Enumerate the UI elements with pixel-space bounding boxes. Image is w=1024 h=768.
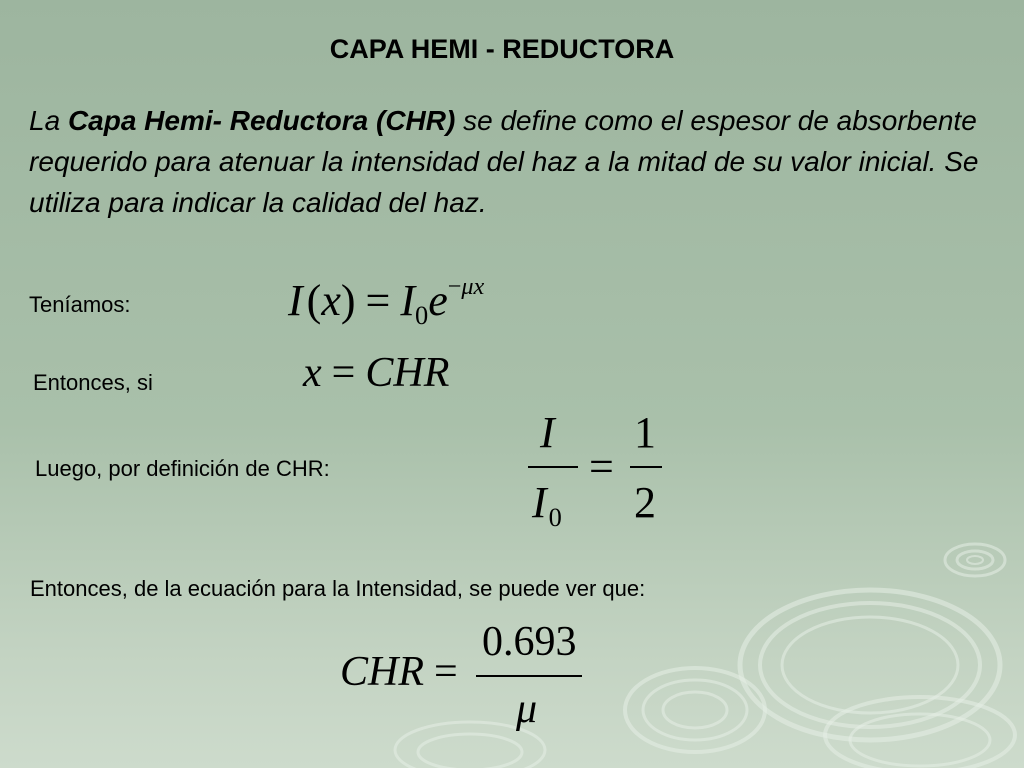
- definition-pre: La: [29, 105, 68, 136]
- label-entonces-si: Entonces, si: [33, 370, 153, 395]
- label-entonces-ecuacion: Entonces, de la ecuación para la Intensidad, se puede ver que:: [30, 576, 646, 601]
- label-luego: Luego, por definición de CHR:: [35, 456, 330, 481]
- label-teniamos: Teníamos:: [29, 292, 131, 317]
- slide-title: CAPA HEMI - REDUCTORA: [329, 34, 675, 64]
- definition-term: Capa Hemi- Reductora (CHR): [67, 105, 456, 136]
- definition-post: se define como el espesor de absorbente requerido para atenuar la intensidad del haz a la mitad de su valor inicial. Se utiliza para indicar la calidad del haz.: [29, 105, 979, 218]
- slide: CAPA HEMI - REDUCTORA La Capa Hemi- Reductora (CHR) se define como el espesor de absorbente requerido para atenuar la intensidad del haz a la mitad de su valor inicial. Se utiliza para indicar la calidad del haz. Teníamos: $I(x) = I_0e^{-\mu x}$ Entonces, si x = CHR Luego, por definición de CHR: I $I_0$ = 1 2 Entonces, de la ecuación para la Intensidad, se puede ver que: CHR = 0.693 μ: [0, 0, 1024, 768]
- intensity-equation: $I(x) = I_0e^{-\mu x}$: [288, 273, 485, 331]
- definition-paragraph: [29, 100, 1004, 223]
- x-equals-chr-equation: x = CHR: [303, 350, 450, 396]
